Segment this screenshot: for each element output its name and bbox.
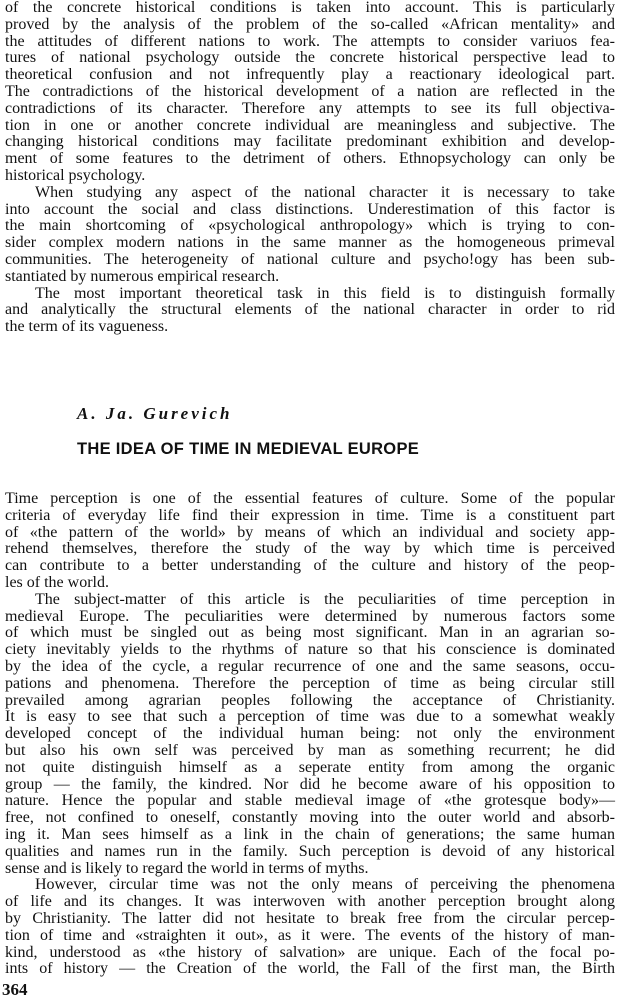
article-author: A. Ja. Gurevich: [77, 404, 233, 423]
text-line: qualities and names run in the family. Such perception is devoid of any historical: [5, 842, 615, 860]
text-line: developed concept of the individual human being: not only the environment: [5, 725, 615, 743]
text-line: tion of time and «straighten it out», as it were. The events of the history of man-: [5, 926, 615, 944]
text-line: tures of national psychology outside the concrete historical perspective lead to: [5, 49, 615, 67]
previous-article-text: [5, 0, 615, 336]
text-line: proved by the analysis of the problem of the so-called «African mentality» and: [5, 15, 615, 33]
text-line: rehend themselves, therefore the study of the way by which time is perceived: [5, 540, 615, 558]
text-line: of the concrete historical conditions is taken into account. This is particularly: [5, 0, 615, 16]
text-line: When studying any aspect of the national character it is necessary to take: [35, 183, 615, 201]
text-line: prevailed among agrarian peoples following the acceptance of Christianity.: [5, 691, 615, 709]
text-line: It is easy to see that such a perception of time was due to a somewhat weakly: [5, 708, 615, 726]
text-line: ints of history — the Creation of the world, the Fall of the first man, the Birth: [5, 960, 615, 978]
text-line: contradictions of its character. Therefore any attempts to see its full objectiva-: [5, 99, 615, 117]
text-line: tion in one or another concrete individual are meaningless and subjective. The: [5, 116, 615, 134]
text-line: pations and phenomena. Therefore the perception of time as being circular still: [5, 674, 615, 692]
text-line: The subject-matter of this article is the peculiarities of time perception in: [35, 590, 615, 608]
text-line: ment of some features to the detriment of others. Ethnopsychology can only be: [5, 150, 615, 168]
page-number: 364: [2, 980, 28, 999]
text-line: stantiated by numerous empirical research.: [5, 267, 280, 285]
text-line: However, circular time was not the only means of perceiving the phenomena: [35, 876, 615, 894]
article-body-text: [5, 491, 615, 978]
text-line: by Christianity. The latter did not hesitate to break free from the circular percep-: [5, 909, 615, 927]
text-line: historical psychology.: [5, 166, 146, 184]
text-line: The contradictions of the historical development of a nation are reflected in the: [5, 82, 615, 100]
text-line: free, not confined to oneself, constantly moving into the outer world and absorb-: [5, 809, 615, 827]
text-line: kind, understood as «the history of salvation» are unique. Each of the focal po-: [5, 943, 615, 961]
text-line: by the idea of the cycle, a regular recurrence of one and the same seasons, occu-: [5, 657, 615, 675]
text-line: the term of its vagueness.: [5, 318, 169, 336]
text-line: and analytically the structural elements of the national character in order to rid: [5, 301, 615, 319]
text-line: les of the world.: [5, 573, 109, 591]
text-line: theoretical confusion and not infrequently play a reactionary ideological part.: [5, 66, 615, 84]
text-line: sider complex modern nations in the same manner as the homogeneous primeval: [5, 234, 615, 252]
text-line: but also his own self was perceived by man as something recurrent; he did: [5, 741, 615, 759]
text-line: The most important theoretical task in this field is to distinguish formally: [35, 284, 615, 302]
article-title: THE IDEA OF TIME IN MEDIEVAL EUROPE: [77, 440, 420, 458]
text-line: sense and is likely to regard the world in terms of myths.: [5, 859, 369, 877]
text-line: of «the pattern of the world» by means of which an individual and society app-: [5, 523, 615, 541]
text-line: medieval Europe. The peculiarities were determined by numerous factors some: [5, 607, 615, 625]
text-line: ciety inevitably yields to the rhythms of nature so that his conscience is dominated: [5, 641, 615, 659]
text-line: the attitudes of different nations to work. The attempts to consider variuos fea-: [5, 32, 615, 50]
text-line: can contribute to a better understanding of the culture and history of the peop-: [5, 557, 615, 575]
text-line: criteria of everyday life find their expression in time. Time is a constituent part: [5, 506, 615, 524]
text-line: of life and its changes. It was interwoven with another perception brought along: [5, 893, 615, 911]
text-line: Time perception is one of the essential features of culture. Some of the popular: [5, 490, 615, 507]
text-line: group — the family, the kindred. Nor did he become aware of his opposition to: [5, 775, 615, 793]
text-line: changing historical conditions may facilitate predominant exhibition and develop-: [5, 133, 615, 151]
text-line: the main shortcoming of «psychological anthropology» which is trying to con-: [5, 217, 615, 235]
text-line: not quite distinguish himself as a seperate entity from among the organic: [5, 758, 615, 776]
text-line: ing it. Man sees himself as a link in the chain of generations; the same human: [5, 825, 615, 843]
text-line: nature. Hence the popular and stable medieval image of «the grotesque body»—: [5, 792, 615, 810]
text-line: into account the social and class distinctions. Underestimation of this factor is: [5, 200, 615, 218]
text-line: communities. The heterogeneity of national culture and psycho!ogy has been sub-: [5, 250, 615, 268]
text-line: of which must be singled out as being most significant. Man in an agrarian so-: [5, 624, 615, 642]
